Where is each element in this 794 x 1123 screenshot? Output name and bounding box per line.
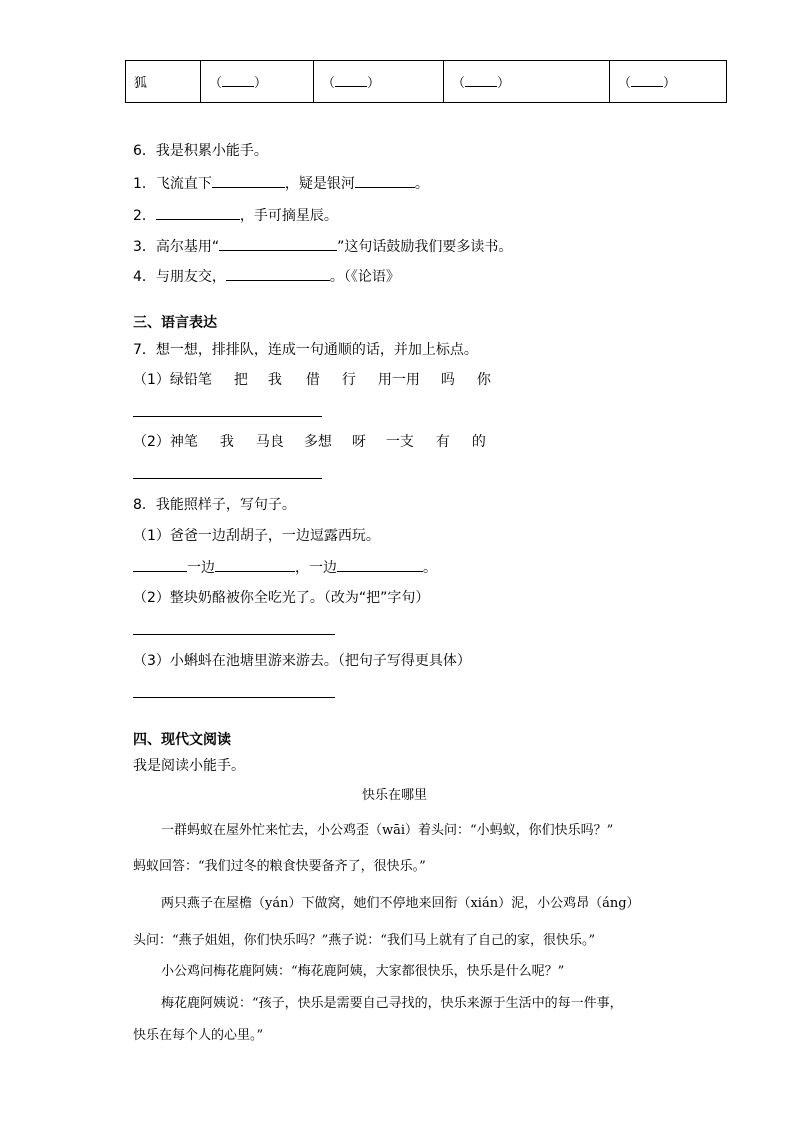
fill-blank[interactable]: [212, 173, 285, 188]
answer-line[interactable]: [133, 416, 322, 417]
section-3-title: 三、语言表达: [133, 315, 217, 331]
table-cell-answer[interactable]: [201, 61, 314, 103]
q6-title: 6．我是积累小能手。: [133, 143, 268, 159]
word-tile: 你: [476, 372, 491, 388]
word-tile: 我: [219, 434, 234, 450]
story-line: 快乐在每个人的心里。”: [133, 1028, 264, 1043]
fill-blank[interactable]: [355, 173, 415, 188]
paren-open: （: [452, 76, 466, 91]
q7-sentence-2: [133, 433, 486, 451]
paren-close: ）: [254, 76, 268, 91]
answer-blank[interactable]: [335, 74, 367, 87]
pinyin-table: [125, 60, 727, 103]
word-tile: 用一用: [377, 372, 420, 388]
answer-line[interactable]: [133, 634, 335, 635]
paren-close: ）: [367, 76, 381, 91]
q8-s1-end: 。: [423, 560, 437, 576]
q6-item-3: [133, 236, 512, 256]
fill-blank[interactable]: [215, 557, 295, 572]
answer-blank[interactable]: [222, 74, 254, 87]
word-tile: 吗: [440, 372, 455, 388]
word-tile: 我: [267, 372, 282, 388]
word-tile: 绿铅笔: [169, 372, 212, 388]
q6-item-2-prefix: 2．: [133, 208, 156, 224]
section-4-intro: 我是阅读小能手。: [133, 758, 245, 774]
word-tile: 一支: [385, 434, 414, 450]
story-line: 蚂蚁回答：“我们过冬的粮食快要备齐了，很快乐。”: [133, 859, 426, 874]
char-label: 狐: [134, 76, 148, 91]
q7-s1-label: （1）: [133, 372, 170, 388]
paren-open: （: [618, 76, 632, 91]
fill-blank[interactable]: [337, 557, 423, 572]
q6-item-1-prefix: 1．飞流直下: [133, 176, 212, 192]
answer-blank[interactable]: [465, 74, 497, 87]
q6-item-3-prefix: 3．高尔基用“: [133, 239, 220, 255]
story-line: 两只燕子在屋檐（yán）下做窝，她们不停地来回衔（xián）泥，小公鸡昂（áng）: [161, 896, 640, 911]
answer-line[interactable]: [133, 697, 335, 698]
paren-open: （: [322, 76, 336, 91]
word-tile: 呀: [351, 434, 366, 450]
fill-blank[interactable]: [133, 557, 187, 572]
word-tile: 行: [341, 372, 356, 388]
q7-s2-label: （2）: [133, 434, 170, 450]
table-cell-answer[interactable]: [314, 61, 444, 103]
q6-item-3-mid: ”这句话鼓励我们要多读书。: [337, 239, 513, 255]
q6-item-4: [133, 266, 400, 286]
q6-item-2-mid: ，手可摘星辰。: [239, 208, 338, 224]
table-cell-char: [126, 61, 201, 103]
section-4-title: 四、现代文阅读: [133, 732, 231, 748]
word-tile: 借: [305, 372, 320, 388]
table-row: [126, 61, 727, 103]
word-tile: 有: [435, 434, 450, 450]
fill-blank[interactable]: [226, 266, 330, 281]
word-tile: 把: [233, 372, 248, 388]
story-title: 快乐在哪里: [362, 788, 428, 803]
q6-item-2: [133, 205, 338, 225]
word-tile: 多想: [303, 434, 332, 450]
q8-title: 8．我能照样子，写句子。: [133, 497, 296, 513]
q6-item-1-end: 。: [414, 176, 429, 192]
q6-item-1-mid: ，疑是银河: [284, 176, 355, 192]
story-line: 头问：“燕子姐姐，你们快乐吗？”燕子说：“我们马上就有了自己的家，很快乐。”: [133, 933, 596, 948]
q8-sentence-3: （3）小蝌蚪在池塘里游来游去。（把句子写得更具体）: [133, 653, 471, 669]
q6-item-1: [133, 173, 429, 193]
paren-close: ）: [497, 76, 511, 91]
q8-s1-mid: 一边: [187, 560, 215, 576]
table-cell-answer[interactable]: [610, 61, 727, 103]
q8-sentence-1: （1）爸爸一边刮胡子，一边逗露西玩。: [133, 528, 380, 544]
paren-close: ）: [663, 76, 677, 91]
story-line: 梅花鹿阿姨说：“孩子，快乐是需要自己寻找的，快乐来源于生活中的每一件事，: [161, 996, 623, 1011]
fill-blank[interactable]: [156, 205, 240, 220]
q7-sentence-1: [133, 371, 491, 389]
q6-item-4-prefix: 4．与朋友交，: [133, 269, 226, 285]
paren-open: （: [209, 76, 223, 91]
q8-s1-mid2: ，一边: [295, 560, 337, 576]
fill-blank[interactable]: [219, 236, 337, 251]
q7-title: 7．想一想，排排队，连成一句通顺的话，并加上标点。: [133, 342, 478, 358]
answer-blank[interactable]: [631, 74, 663, 87]
answer-line[interactable]: [133, 478, 322, 479]
table-cell-answer[interactable]: [444, 61, 610, 103]
story-line: 一群蚂蚁在屋外忙来忙去，小公鸡歪（wāi）着头问：“小蚂蚁，你们快乐吗？”: [161, 823, 614, 838]
word-tile: 的: [471, 434, 486, 450]
q8-sentence-1-answer: [133, 557, 437, 577]
word-tile: 马良: [255, 434, 284, 450]
q6-item-4-mid: 。（《论语》: [329, 269, 400, 285]
story-line: 小公鸡问梅花鹿阿姨：“梅花鹿阿姨，大家都很快乐，快乐是什么呢？”: [161, 964, 565, 979]
word-tile: 神笔: [169, 434, 198, 450]
q8-sentence-2: （2）整块奶酪被你全吃光了。（改为“把”字句）: [133, 590, 430, 606]
